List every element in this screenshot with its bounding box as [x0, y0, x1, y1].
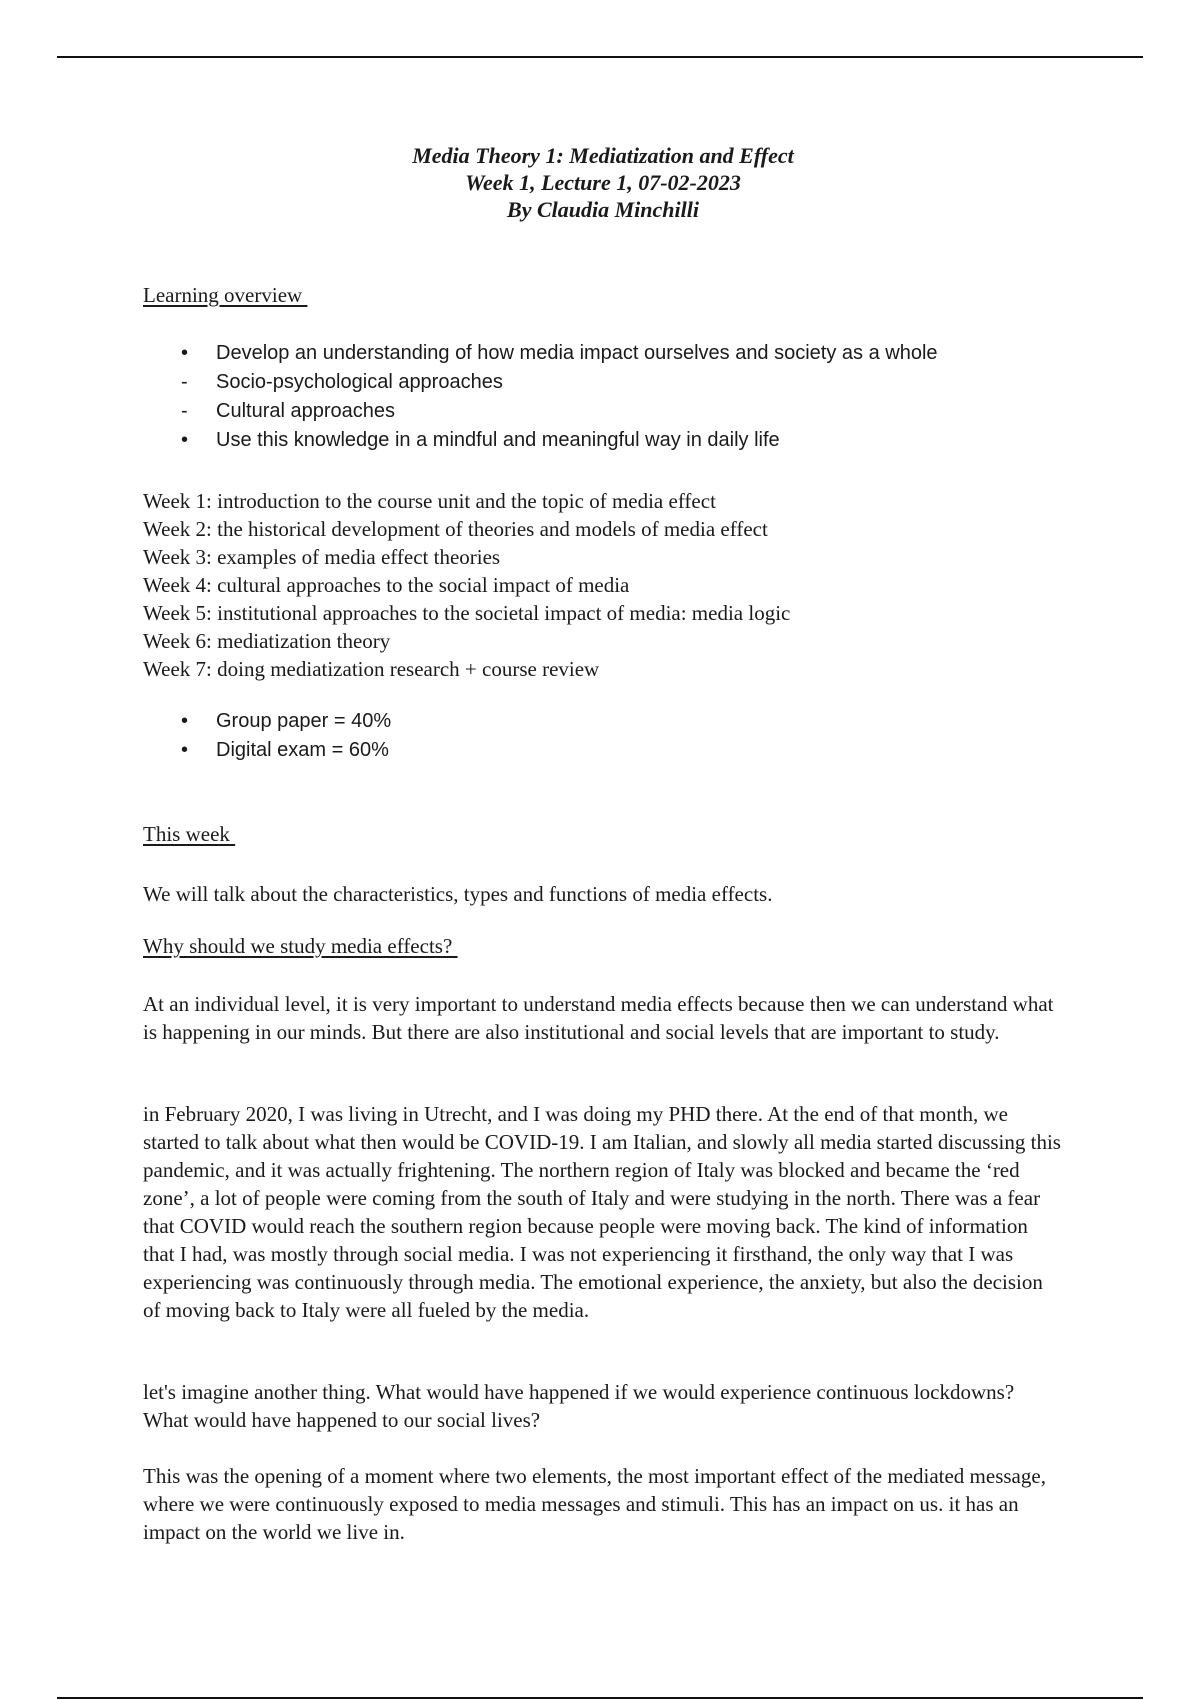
list-item — [143, 707, 1063, 736]
learning-overview-heading: Learning overview — [143, 283, 308, 307]
week-line: Week 2: the historical development of theories and models of media effect — [143, 517, 768, 541]
bullet-marker: - — [181, 371, 188, 393]
list-item-text: Socio-psychological approaches — [216, 371, 503, 393]
list-item — [143, 339, 1063, 368]
paragraph: This was the opening of a moment where two elements, the most important effect of the mediated message, where we were continuously exposed to media messages and stimuli. This has an impact on us. it has an impact on the world we live in. — [143, 1464, 1046, 1544]
title-course: Media Theory 1: Mediatization and Effect — [412, 143, 794, 168]
list-item-text: Cultural approaches — [216, 400, 395, 422]
week-line: Week 7: doing mediatization research + course review — [143, 657, 600, 681]
list-item-text: Digital exam = 60% — [216, 739, 389, 761]
bullet-marker: - — [181, 400, 188, 422]
list-item-text: Use this knowledge in a mindful and meaningful way in daily life — [216, 429, 780, 451]
week-line: Week 3: examples of media effect theories — [143, 545, 501, 569]
top-rule — [57, 56, 1143, 58]
list-item-text: Group paper = 40% — [216, 710, 392, 732]
bullet-marker: • — [181, 429, 189, 451]
week-schedule — [143, 487, 790, 683]
title-lecture: Week 1, Lecture 1, 07-02-2023 — [465, 170, 741, 195]
week-line: Week 1: introduction to the course unit and the topic of media effect — [143, 489, 716, 513]
week-line: Week 5: institutional approaches to the societal impact of media: media logic — [143, 601, 791, 625]
this-week-heading: This week — [143, 822, 236, 846]
list-item — [143, 397, 1063, 426]
paragraph: At an individual level, it is very important to understand media effects because then we can understand what is happening in our minds. But there are also institutional and social levels that are important to study. — [143, 992, 1054, 1044]
list-item — [143, 736, 1063, 765]
title-author: By Claudia Minchilli — [507, 197, 699, 222]
bullet-marker: • — [181, 739, 189, 761]
list-item-text: Develop an understanding of how media impact ourselves and society as a whole — [216, 342, 938, 364]
document-title — [143, 142, 1063, 223]
list-item — [143, 368, 1063, 397]
list-item — [143, 426, 1063, 455]
paragraph: let's imagine another thing. What would have happened if we would experience continuous lockdowns? What would have happened to our social lives? — [143, 1380, 1015, 1432]
learning-overview-list — [143, 339, 1063, 455]
bottom-rule — [57, 1697, 1143, 1699]
week-line: Week 6: mediatization theory — [143, 629, 391, 653]
why-study-heading: Why should we study media effects? — [143, 934, 458, 958]
this-week-text: We will talk about the characteristics, types and functions of media effects. — [143, 882, 773, 906]
paragraph: in February 2020, I was living in Utrecht, and I was doing my PHD there. At the end of that month, we started to talk about what then would be COVID-19. I am Italian, and slowly all media started discussing this pandemic, and it was actually frightening. The northern region of Italy was blocked and became the ‘red zone’, a lot of people were coming from the south of Italy and were studying in the north. There was a fear that COVID would reach the southern region because people were moving back. The kind of information that I had, was mostly through social media. I was not experiencing it firsthand, the only way that I was experiencing was continuously through media. The emotional experience, the anxiety, but also the decision of moving back to Italy were all fueled by the media. — [143, 1102, 1061, 1322]
bullet-marker: • — [181, 342, 189, 364]
week-line: Week 4: cultural approaches to the social impact of media — [143, 573, 630, 597]
grading-list — [143, 707, 1063, 765]
bullet-marker: • — [181, 710, 189, 732]
